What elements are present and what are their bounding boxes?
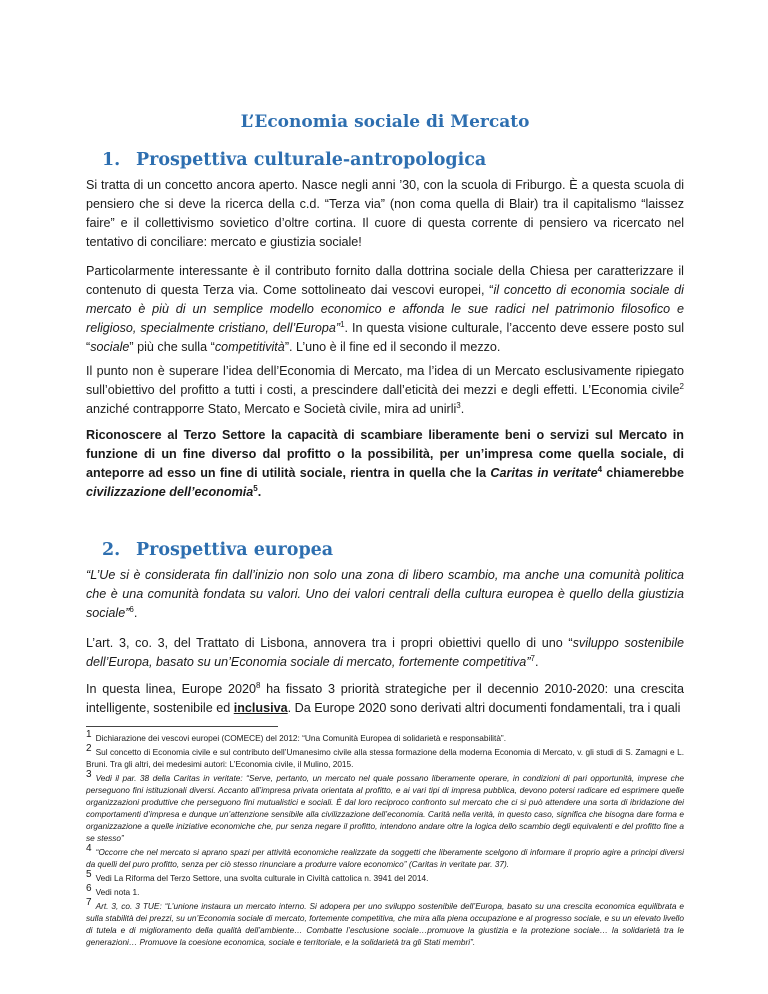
bishops-quote: il concetto di economia sociale di mercato è più di un semplice modello economico e affonda le sue radici nel patrimonio filosofico e religioso, specialmente cristiano, dell’Europa [86,283,684,335]
section-2-paragraph-2: L’art. 3, co. 3, del Trattato di Lisbona, annovera tra i propri obiettivi quello di uno “sviluppo sostenibile dell’Europa, basato su un’Economia sociale di mercato, fortemente competitiva”$^7$. [86,636,684,669]
section-1-title: Prospettiva culturale-antropologica [136,150,487,170]
section-1-paragraph-3: Il punto non è superare l’idea dell’Economia di Mercato, ma l’idea di un Mercato esclusivamente ripiegato sull’obiettivo del profitto a tutti i costi, a prescindere dall’eticità dei mezzi e degli effetti. L’Economia civile$^2$ anziché contrapporre Stato, Mercato e Società civile, mira ad unirli$^3$. [86,364,684,416]
eu-quote: “L’Ue si è considerata fin dall’inizio non solo una zona di libero scambio, ma anche una comunità politica che è una comunità fondata su valori. Uno dei valori centrali della cultura europea è quello della giustizia sociale” [86,568,684,620]
footnote-2: $^2$ Sul concetto di Economia civile e sul contributo dell’Umanesimo civile alla stessa formazione della moderna Economia di Mercato, v. gli studi di S. Zamagni e L. Bruni. Tra gli altri, dei medesimi autori: L’Economia civile, il Mulino, 2015. [86,743,684,769]
section-2-heading [86,540,333,560]
section-1-number: 1. [102,150,121,170]
section-1-paragraph-2: Particolarmente interessante è il contributo fornito dalla dottrina sociale della Chiesa per caratterizzare il contenuto di questa Terza via. Come sottolineato dai vescovi europei, “il concetto di economia sociale di mercato è più di un semplice modello economico e affonda le sue radici nel patrimonio filosofico e religioso, specialmente cristiano, dell’Europa”$^1$. In questa visione culturale, l’accento deve essere posto sul “sociale” più che sulla “competitività”. L’uno è il fine ed il secondo il mezzo. [86,264,684,354]
footnote-7: $^7$ Art. 3, co. 3 TUE: “L’unione instaura un mercato interno. Si adopera per uno sviluppo sostenibile dell’Europa, basato su una crescita economica equilibrata e sulla stabilità dei prezzi, su un’Economia sociale di mercato, fortemente competitiva, che mira alla piena occupazione e al progresso sociale, e su un elevato livello di tutela e di miglioramento della qualità dell’ambiente… Combatte l’esclusione sociale…promuove la giustizia e la protezione sociale… la solidarietà tra le generazioni… Promuove la coesione economica, sociale e territoriale, e la solidarietà tra gli Stati membri”. [86,897,684,947]
footnote-ref-6: 6 [129,604,134,614]
footnote-ref-1: 1 [340,319,345,329]
footnote-ref-3: 3 [456,400,461,410]
footnote-3: $^3$ Vedi il par. 38 della Caritas in veritate: “Serve, pertanto, un mercato nel quale possano liberamente operare, in condizioni di pari opportunità, imprese che perseguono fini istituzionali diversi. Accanto all’impresa privata orientata al profitto, e ai vari tipi di impresa pubblica, devono potersi radicare ed esprimere quelle organizzazioni produttive che perseguono fini mutualistici e sociali. È dal loro reciproco confronto sul mercato che ci si può attendere una sorta di ibridazione dei comportamenti d’impresa e dunque un’attenzione sensibile alla civilizzazione dell’economia. Carità nella verità, in questo caso, significa che bisogna dare forma e organizzazione a quelle iniziative economiche che, pur senza negare il profitto, intendono andare oltre la logica dello scambio degli equivalenti e del profitto fine a se stesso” [86,769,684,843]
section-2-title: Prospettiva europea [136,540,334,560]
section-1-paragraph-4: Riconoscere al Terzo Settore la capacità di scambiare liberamente beni o servizi sul Mercato in funzione di un fine diverso dal profitto o la possibilità, per un’impresa come quella sociale, di anteporre ad esso un fine di utilità sociale, rientra in quella che la Caritas in veritate$^4$ chiamerebbe civilizzazione dell’economia$^5$. [86,428,684,499]
section-2-paragraph-1: “L’Ue si è considerata fin dall’inizio non solo una zona di libero scambio, ma anche una comunità politica che è una comunità fondata su valori. Uno dei valori centrali della cultura europea è quello della giustizia sociale”$^6$. [86,568,684,620]
document-title: L’Economia sociale di Mercato [240,112,530,132]
section-1-paragraph-1: Si tratta di un concetto ancora aperto. Nasce negli anni ’30, con la scuola di Friburgo. È a questa scuola di pensiero che si deve la ricerca della c.d. “Terza via” (non coma quella di Blair) tra il capitalismo “laissez faire” e il collettivismo sovietico d’oltre cortina. Il cuore di questa corrente di pensiero va ricercato nel tentativo di conciliare: mercato e giustizia sociale! [86,178,684,249]
section-1-heading [86,150,486,170]
footnote-5: $^5$ Vedi La Riforma del Terzo Settore, una svolta culturale in Civiltà cattolica n. 3941 del 2014. [86,869,429,883]
footnote-4: $^4$ “Occorre che nel mercato si aprano spazi per attività economiche realizzate da soggetti che liberamente scelgono di informare il proprio agire a principi diversi da quelli del puro profitto, senza per ciò stesso rinunciare a produrre valore economico” (Caritas in veritate par. 37). [86,843,684,869]
section-2-number: 2. [102,540,121,560]
footnote-6: $^6$ Vedi nota 1. [86,883,140,897]
footnote-ref-5: 5 [253,483,258,493]
footnote-ref-7: 7 [530,653,535,663]
footnote-ref-8: 8 [255,680,261,690]
section-2-paragraph-3: In questa linea, Europe 2020$^8$ ha fissato 3 priorità strategiche per il decennio 2010-2020: una crescita intelligente, sostenibile ed inclusiva. Da Europe 2020 sono derivati altri documenti fondamentali, tra i quali [86,680,684,715]
footnote-separator [86,726,278,727]
footnote-1: $^1$ Dichiarazione dei vescovi europei (COMECE) del 2012: “Una Comunità Europea di solidarietà e responsabilità”. [86,729,507,743]
footnote-ref-4: 4 [597,464,603,474]
footnote-ref-2: 2 [679,381,684,391]
